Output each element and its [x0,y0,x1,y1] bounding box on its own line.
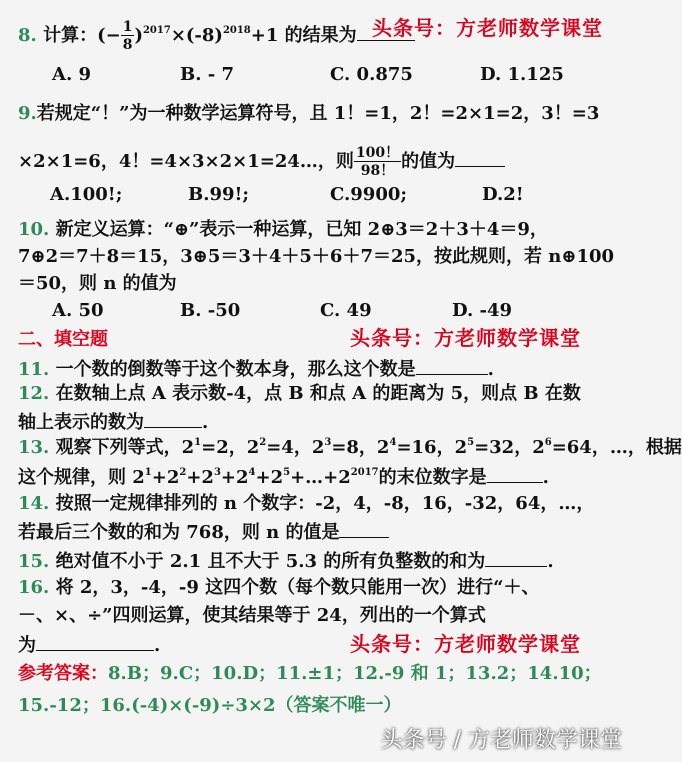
q14-line-2: 若最后三个数的和为 768，则 n 的值是 [18,522,340,543]
option-a: A.100!; [50,184,123,205]
question-13 [18,436,682,460]
q13-text: =2，2 [201,437,260,458]
answer-key-line-2 [18,694,402,718]
question-9 [18,102,599,126]
q13-text: +2 [186,467,214,488]
question-number: 10. [18,219,50,240]
q15-text: 绝对值不小于 2.1 且不大于 5.3 的所有负整数的和为 [55,551,486,572]
q8-text-mid: ×(-8) [170,25,223,46]
q13-text: =4，2 [266,437,325,458]
exponent: 1 [194,437,202,448]
period: . [487,359,494,380]
answer-blank [487,464,543,483]
answer-number: 16. [99,695,132,716]
question-number: 13. [18,437,50,458]
q13-text: 的末位数字是 [378,467,487,488]
exponent: 4 [248,467,256,478]
q13-text: =8，2 [331,437,390,458]
answer-number: 9. [160,663,179,684]
option-b: B. - 7 [180,64,235,85]
watermark: 头条号：方老师数学课堂 [372,16,603,40]
question-11 [18,356,494,382]
q13-text: =16，2 [396,437,468,458]
answer-value: 2； [496,663,528,684]
q13-text: =32，2 [474,437,545,458]
q9-line-1: 若规定“！”为一种数学运算符号，且 1！=1，2！=2×1=2，3！=3 [36,103,600,124]
watermark: 头条号：方老师数学课堂 [350,326,581,350]
q14-line-1: 按照一定规律排列的 n 个数字：-2，4，-8，16，-32，64，…， [55,493,595,514]
exponent: 3 [324,437,332,448]
q13-text: +2 [220,467,249,488]
answer-blank [455,148,505,167]
answer-number: 11. [276,663,308,684]
q13-text: 这个规律，则 2 [18,467,145,488]
answer-key [18,662,602,686]
period: . [154,635,161,656]
question-12 [18,382,581,406]
option-d: D. 1.125 [480,64,564,85]
fraction [354,146,401,178]
q8-text-pre: 计算：(− [43,25,121,46]
exponent: 6 [544,437,552,448]
question-14 [18,492,594,516]
option-c: C. 0.875 [330,64,413,85]
exponent: 5 [467,437,475,448]
paren-close: ) [134,25,143,46]
q13-text: +…+2 [290,467,351,488]
question-12-line-2 [18,409,208,435]
exponent: 2 [259,437,267,448]
answer-number: 8. [108,663,127,684]
footer-watermark: 头条号 / 方老师数学课堂 [380,728,622,753]
question-10-line-3: ＝50，则 n 的值为 [18,273,177,294]
fraction [121,20,135,52]
option-b: B. -50 [180,300,241,321]
fraction-bottom: 98！ [360,163,395,179]
answer-blank [416,356,488,375]
exponent: 3 [213,467,221,478]
q13-text: +2 [151,467,180,488]
question-number: 15. [18,551,50,572]
option-d: D.2! [482,184,524,205]
exponent: 4 [389,437,397,448]
q16-line-3: 为 [18,635,36,656]
answer-number: 12. [353,663,385,684]
question-8 [18,20,415,52]
q10-line-1: 新定义运算：“⊕”表示一种运算，已知 2⊕3＝2＋3＋4＝9， [55,219,548,240]
exponent: 2017 [350,467,379,478]
period: . [547,551,554,572]
option-b: B.99!; [188,184,250,205]
exponent: 2 [179,467,187,478]
exponent: 2018 [222,25,251,36]
fraction-top: 100！ [355,145,400,161]
q16-line-1: 将 2，3，-4，-9 这四个数（每个数只能用一次）进行“＋、 [55,577,540,598]
answer-value: ±1； [307,663,354,684]
answer-value: (-4)×(-9)÷3×2（答案不唯一） [131,695,402,716]
q11-text: 一个数的倒数等于这个数本身，那么这个数是 [55,359,416,380]
answer-number: 13. [465,663,497,684]
exponent: 2017 [142,25,171,36]
watermark: 头条号：方老师数学课堂 [350,632,581,656]
answer-value: 10； [558,663,602,684]
answer-value: C； [178,663,212,684]
answer-label: 参考答案： [18,663,108,684]
q13-text: =64，…，根据 [551,437,682,458]
q12-line-1: 在数轴上点 A 表示数-4，点 B 和点 A 的距离为 5，则点 B 在数 [55,383,581,404]
answer-value: -12； [49,695,100,716]
period: . [542,467,549,488]
answer-blank [485,548,547,567]
exponent: 5 [283,467,291,478]
q12-line-2: 轴上表示的数为 [18,412,144,433]
answer-blank [339,519,389,538]
question-9-line-2 [18,146,505,178]
question-15 [18,548,554,574]
answer-value: D； [242,663,277,684]
question-14-line-2 [18,519,389,545]
answer-blank [36,632,154,651]
option-a: A. 50 [52,300,104,321]
answer-number: 10. [211,663,243,684]
option-c: C.9900; [330,184,408,205]
option-a: A. 9 [52,64,92,85]
answer-value: B； [126,663,161,684]
question-10 [18,218,548,242]
answer-number: 14. [527,663,559,684]
question-10-line-2: 7⊕2＝7＋8＝15，3⊕5＝3＋4＋5＋6＋7＝25，按此规则，若 n⊕100 [18,246,615,267]
fraction-bottom: 8 [122,37,133,53]
question-number: 16. [18,577,50,598]
q9-line-2-pre: ×2×1=6，4！=4×3×2×1=24…，则 [18,151,354,172]
q13-text: 观察下列等式，2 [55,437,195,458]
option-c: C. 49 [320,300,372,321]
section-heading: 二、填空题 [18,329,108,350]
question-16-line-3 [18,632,160,658]
q13-text: +2 [255,467,284,488]
question-number: 12. [18,383,50,404]
fraction-top: 1 [122,19,133,35]
answer-blank [144,409,202,428]
period: . [202,412,209,433]
question-16 [18,576,540,600]
answer-value: -9 和 1； [384,663,466,684]
q8-text-post: +1 的结果为 [250,25,357,46]
exponent: 1 [144,467,152,478]
question-number: 14. [18,493,50,514]
q9-line-2-post: 的值为 [401,151,456,172]
question-number: 8. [18,25,37,46]
question-13-line-2 [18,464,549,490]
question-number: 9. [18,103,37,124]
answer-number: 15. [18,695,50,716]
question-number: 11. [18,359,50,380]
question-16-line-2: －、×、÷”四则运算，使其结果等于 24，列出的一个算式 [18,605,486,626]
option-d: D. -49 [452,300,513,321]
